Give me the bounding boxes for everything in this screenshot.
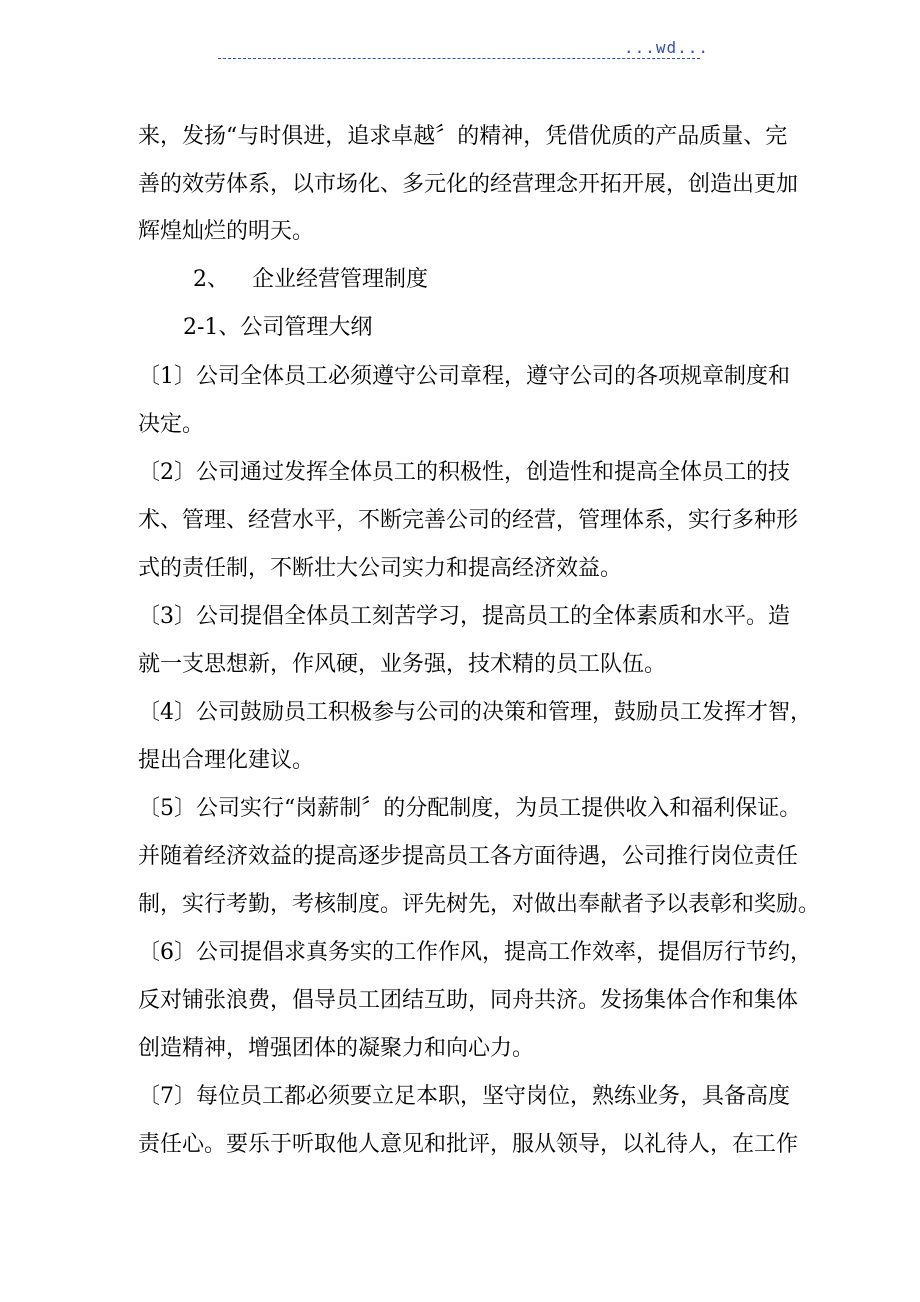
body-line: 反对铺张浪费，倡导员工团结互助，同舟共济。发扬集体合作和集体 [138, 988, 799, 1013]
body-line: 〔5〕公司实行“岗薪制〞的分配制度，为员工提供收入和福利保证。 [138, 796, 802, 821]
body-line: 〔7〕每位员工都必须要立足本职，坚守岗位，熟练业务，具备高度 [138, 1084, 790, 1109]
body-line: 善的效劳体系，以市场化、多元化的经营理念开拓开展，创造出更加 [138, 172, 799, 197]
body-line: 决定。 [138, 412, 205, 437]
body-line: 〔1〕公司全体员工必须遵守公司章程，遵守公司的各项规章制度和 [138, 364, 790, 389]
section-title: 企业经营管理制度 [252, 267, 429, 292]
body-line: 提出合理化建议。 [138, 748, 315, 773]
subsection-title: 2-1、公司管理大纲 [183, 315, 373, 340]
body-line: 〔2〕公司通过发挥全体员工的积极性，创造性和提高全体员工的技 [138, 460, 790, 485]
body-line: 辉煌灿烂的明天。 [138, 219, 315, 244]
body-line: 式的责任制，不断壮大公司实力和提高经济效益。 [138, 556, 623, 581]
body-line: 来，发扬“与时俱进，追求卓越〞的精神，凭借优质的产品质量、完 [138, 124, 788, 149]
body-line: 〔6〕公司提倡求真务实的工作作风，提高工作效率，提倡厉行节约， [138, 940, 812, 965]
body-line: 〔4〕公司鼓励员工积极参与公司的决策和管理，鼓励员工发挥才智， [138, 700, 812, 725]
body-line: 并随着经济效益的提高逐步提高员工各方面待遇，公司推行岗位责任 [138, 844, 799, 869]
body-line: 制，实行考勤，考核制度。评先树先，对做出奉献者予以表彰和奖励。 [138, 892, 821, 917]
body-line: 责任心。要乐于听取他人意见和批评，服从领导，以礼待人，在工作 [138, 1132, 799, 1157]
section-number: 2、 [193, 267, 229, 292]
body-line: 创造精神，增强团体的凝聚力和向心力。 [138, 1036, 535, 1061]
header-mark: ...wd... [624, 38, 710, 57]
body-line: 就一支思想新，作风硬，业务强，技术精的员工队伍。 [138, 652, 667, 677]
body-line: 术、管理、经营水平，不断完善公司的经营，管理体系，实行多种形 [138, 508, 799, 533]
header-dashed-rule [218, 58, 700, 59]
body-line: 〔3〕公司提倡全体员工刻苦学习，提高员工的全体素质和水平。造 [138, 604, 790, 629]
